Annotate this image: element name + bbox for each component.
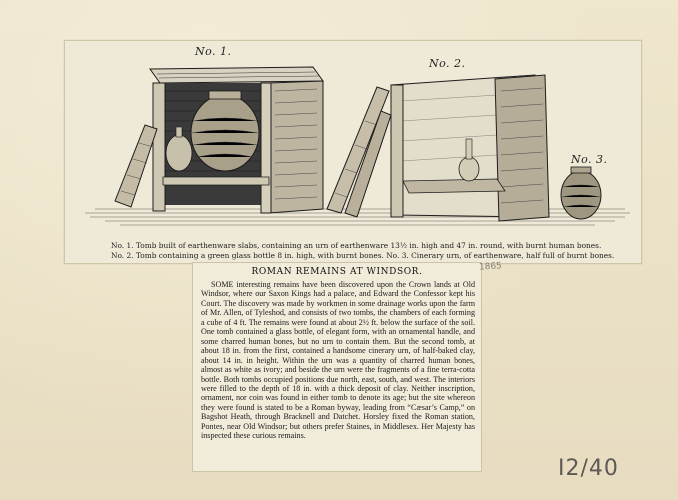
article-clipping (192, 262, 482, 472)
article-title: ROMAN REMAINS AT WINDSOR. (251, 267, 423, 277)
figure-label-1: No. 1. (195, 45, 232, 58)
shelfmark-annotation: I2/40 (558, 456, 619, 481)
pencil-date-annotation: 1865 (478, 261, 503, 273)
caption-line-1: No. 1. Tomb built of earthenware slabs, containing an urn of earthenware 13½ in. high and 47 in. round, with burnt human bones. (111, 241, 602, 250)
engraving-clipping (64, 40, 642, 264)
figure-label-2: No. 2. (429, 57, 466, 70)
tomb-2-drawing (327, 75, 549, 221)
figure-label-3: No. 3. (571, 153, 608, 166)
caption-line-2: No. 2. Tomb containing a green glass bottle 8 in. high, with burnt bones. No. 3. Cinerary urn, of earthenware, half full of burnt bones. (111, 251, 615, 260)
article-body (201, 280, 475, 441)
engraving-illustration (65, 41, 641, 263)
urn-3-drawing (561, 167, 601, 219)
tomb-1-drawing (115, 67, 323, 213)
article-paragraph: SOME interesting remains have been discovered upon the Crown lands at Old Windsor, where our Saxon Kings had a palace, and Edward the Confessor kept his Court. The discovery was made by workmen in some drainage works upon the farm of Mr. Allen, of Tyleshod, and consists of two tombs, the chambers of each forming a cube of 4 ft. The remains were found at about 2½ ft. below the surface of the soil. One tomb contained a glass bottle, of elegant form, with an ornamental handle, and some charred human bones, but no urn to contain them. But the second tomb, at about 18 in. from the first, contained a handsome cinerary urn, of half-baked clay, about 14 in. in height. Within the urn was a quantity of charred human bones, almost as white as ivory; and beside the urn were the fragments of a fine terra-cotta bottle. Both tombs occupied positions due north, east, south, and west. The interiors were filled to the depth of 18 in. with a thick deposit of clay. Neither inscription, ornament, nor coin was found in either tomb to denote its age; but the site whereon they were found is stated to be a Roman byway, leading from “Cæsar’s Camp,” on Bagshot Heath, through Bracknell and Datchet. Horsley fixed the Roman station, Pontes, near Old Windsor; but others prefer Staines, in Middlesex. Her Majesty has inspected these curious remains. (201, 280, 475, 441)
engraving-caption (111, 241, 641, 261)
